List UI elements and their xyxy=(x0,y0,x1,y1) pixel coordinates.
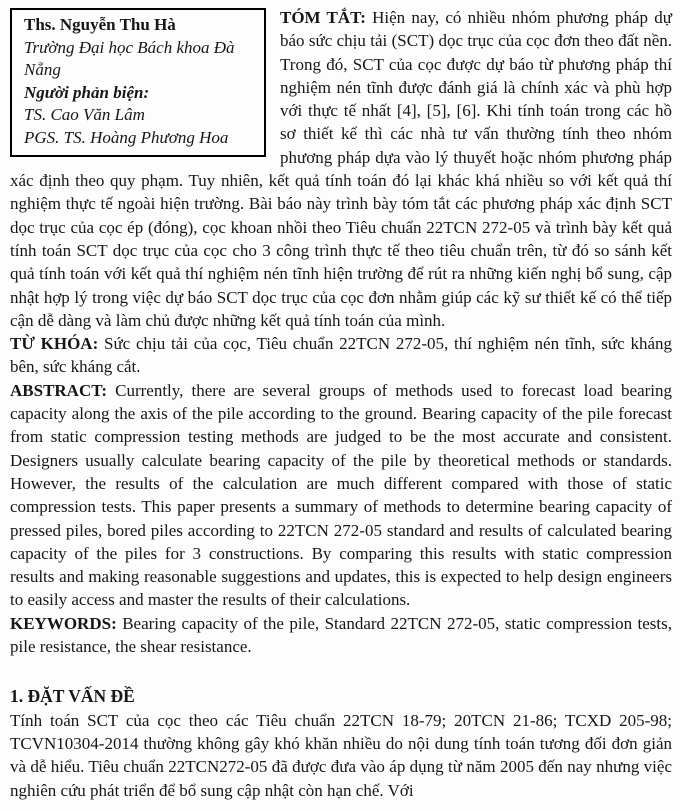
keywords-vi-text: Sức chịu tải của cọc, Tiêu chuẩn 22TCN 272-05, thí nghiệm nén tĩnh, sức kháng bên, sức kháng cắt. xyxy=(10,334,672,377)
author-name: Ths. Nguyễn Thu Hà xyxy=(24,15,176,34)
section-1-text: Tính toán SCT của cọc theo các Tiêu chuẩn 22TCN 18-79; 20TCN 21-86; TCXD 205-98; TCVN10304-2014 thường không gây khó khăn nhiều do nội dung tính toán tương đối đơn giản và dễ hiểu. Tiêu chuẩn 22TCN272-05 đã được đưa vào áp dụng từ năm 2005 đến nay nhưng việc nghiên cứu phát triển để bổ sung cập nhật còn hạn chế. Với xyxy=(10,710,672,800)
author-box xyxy=(10,8,266,157)
reviewer-2: PGS. TS. Hoàng Phương Hoa xyxy=(24,127,229,147)
keywords-vi-label: TỪ KHÓA: xyxy=(10,334,99,354)
author-affiliation: Trường Đại học Bách khoa Đà Nẵng xyxy=(24,37,235,79)
abstract-en-text: Currently, there are several groups of methods used to forecast load bearing capacity along the axis of the pile according to the ground. Bearing capacity of the pile forecast from static compression testing methods are judged to be the most accurate and consistent. Designers usually calculate bearing capacity of the pile by theoretical methods or standards. However, the results of the calculation are much different compared with those of static compression tests. This paper presents a summary of methods to determine bearing capacity of pressed piles, bored piles according to 22TCN 272-05 standard and results of calculated bearing capacity of the piles for 3 constructions. By comparing this results with static compression results and making reasonable suggestions and updates, this is expected to help design engineers to easily access and master the results of their calculations. xyxy=(10,380,673,610)
keywords-vi-paragraph xyxy=(10,332,672,379)
section-1-heading: 1. ĐẶT VẤN ĐỀ xyxy=(10,686,135,707)
reviewer-1: TS. Cao Văn Lâm xyxy=(24,105,145,124)
keywords-en-paragraph xyxy=(10,612,672,659)
reviewers-label: Người phản biện: xyxy=(24,82,150,102)
abstract-en-label: ABSTRACT: xyxy=(10,380,107,400)
abstract-en-paragraph xyxy=(10,379,672,612)
abstract-vi-text: Hiện nay, có nhiều nhóm phương pháp dự báo sức chịu tải (SCT) dọc trục của cọc đơn theo đất nền. Trong đó, SCT của cọc được dự báo từ phương pháp thí nghiệm nén tĩnh được đánh giá là chính xác và phù hợp với thực tế nhất [4], [5], [6]. Khi tính toán trong các hồ sơ thiết kế thì các nhà tư vấn thường tính theo nhóm phương pháp dựa vào lý thuyết hoặc nhóm phương pháp xác định theo quy phạm. Tuy nhiên, kết quả tính toán đó lại khác khá nhiều so với kết quả thí nghiệm thực tế ngoài hiện trường. Bài báo này trình bày tóm tắt các phương pháp xác định SCT dọc trục của cọc ép (đóng), cọc khoan nhồi theo Tiêu chuẩn 22TCN 272-05 và trình bày kết quả tính toán SCT dọc trục của cọc cho 3 công trình thực tế theo tiêu chuẩn trên, từ đó so sánh kết quả tính toán với kết quả thí nghiệm nén tĩnh hiện trường để rút ra những kiến nghị bổ sung, cập nhật hợp lý trong việc dự báo SCT dọc trục của cọc đơn nhằm giúp các kỹ sư thiết kế có thể tiếp cận dễ dàng và làm chủ được những kết quả tính toán của mình. xyxy=(10,8,672,330)
section-1-paragraph xyxy=(10,709,672,802)
abstract-vi-label: TÓM TẮT: xyxy=(280,8,366,27)
keywords-en-label: KEYWORDS: xyxy=(10,613,117,633)
keywords-en-text: Bearing capacity of the pile, Standard 22TCN 272-05, static compression tests, pile resistance, the shear resistance. xyxy=(10,613,673,657)
